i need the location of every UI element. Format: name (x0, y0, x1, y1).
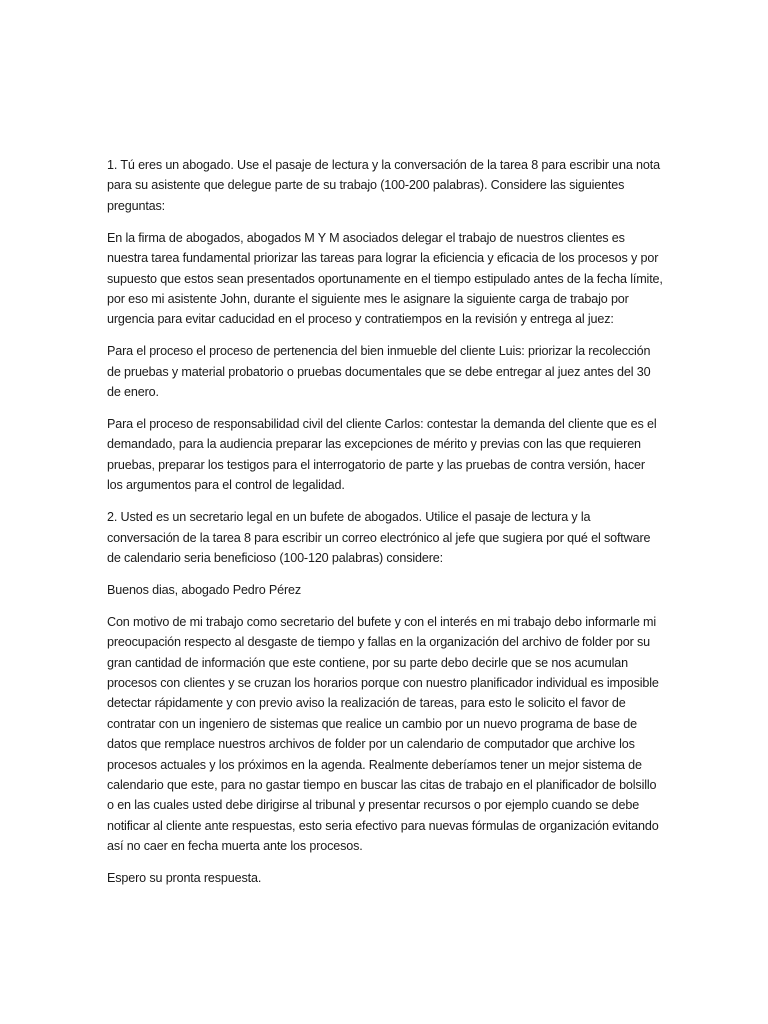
question-1-paragraph: 1. Tú eres un abogado. Use el pasaje de lectura y la conversación de la tarea 8 para escribir una nota para su asistente que delegue parte de su trabajo (100-200 palabras). Considere las siguientes preguntas: (107, 158, 660, 213)
question-2-paragraph: 2. Usted es un secretario legal en un bufete de abogados. Utilice el pasaje de lectura y la conversación de la tarea 8 para escribir un correo electrónico al jefe que sugiera por qué el software de calendario seria beneficioso (100-120 palabras) considere: (107, 510, 651, 565)
client-luis-task-paragraph: Para el proceso el proceso de pertenencia del bien inmueble del cliente Luis: priorizar la recolección de pruebas y material probatorio o pruebas documentales que se debe entregar al juez antes del 30 de enero. (107, 344, 651, 400)
email-body-paragraph: Con motivo de mi trabajo como secretario del bufete y con el interés en mi trabajo debo informarle mi preocupación respecto al desgaste de tiempo y fallas en la organización del archivo de folder por su gran cantidad de información que este contiene, por su parte debo decirle que se nos acumulan procesos con clientes y se cruzan los horarios porque con nuestro planificador individual es imposible detectar rápidamente y con previo aviso la realización de tareas, para esto le solicito el favor de contratar con un ingeniero de sistemas que realice un cambio por un nuevo programa de base de datos que remplace nuestros archivos de folder por un calendario de computador que archive los procesos actuales y los próximos en la agenda. Realmente deberíamos tener un mejor sistema de calendario que este, para no gastar tiempo en buscar las citas de trabajo en el planificador de bolsillo o en las cuales usted debe dirigirse al tribunal y presentar recursos o por ejemplo cuando se debe notificar al cliente ante respuestas, esto seria efectivo para nuevas fórmulas de organización evitando así no caer en fecha muerta ante los procesos. (107, 614, 659, 854)
email-greeting: Buenos dias, abogado Pedro Pérez (107, 582, 302, 597)
document-body (107, 155, 663, 900)
client-carlos-task-paragraph: Para el proceso de responsabilidad civil del cliente Carlos: contestar la demanda del cliente que es el demandado, para la audiencia preparar las excepciones de mérito y previas con las que requieren pruebas, preparar los testigos para el interrogatorio de parte y las pruebas de contra versión, hacer los argumentos para el control de legalidad. (107, 416, 657, 493)
assistant-note-intro-paragraph: En la firma de abogados, abogados M Y M asociados delegar el trabajo de nuestros clientes es nuestra tarea fundamental priorizar las tareas para lograr la eficiencia y eficacia de los procesos y por supuesto que estos sean presentados oportunamente en el tiempo estipulado antes de la fecha límite, por eso mi asistente John, durante el siguiente mes le asignare la siguiente carga de trabajo por urgencia para evitar caducidad en el proceso y contratiempos en la revisión y entrega al juez: (107, 230, 663, 327)
email-closing: Espero su pronta respuesta. (107, 871, 262, 886)
